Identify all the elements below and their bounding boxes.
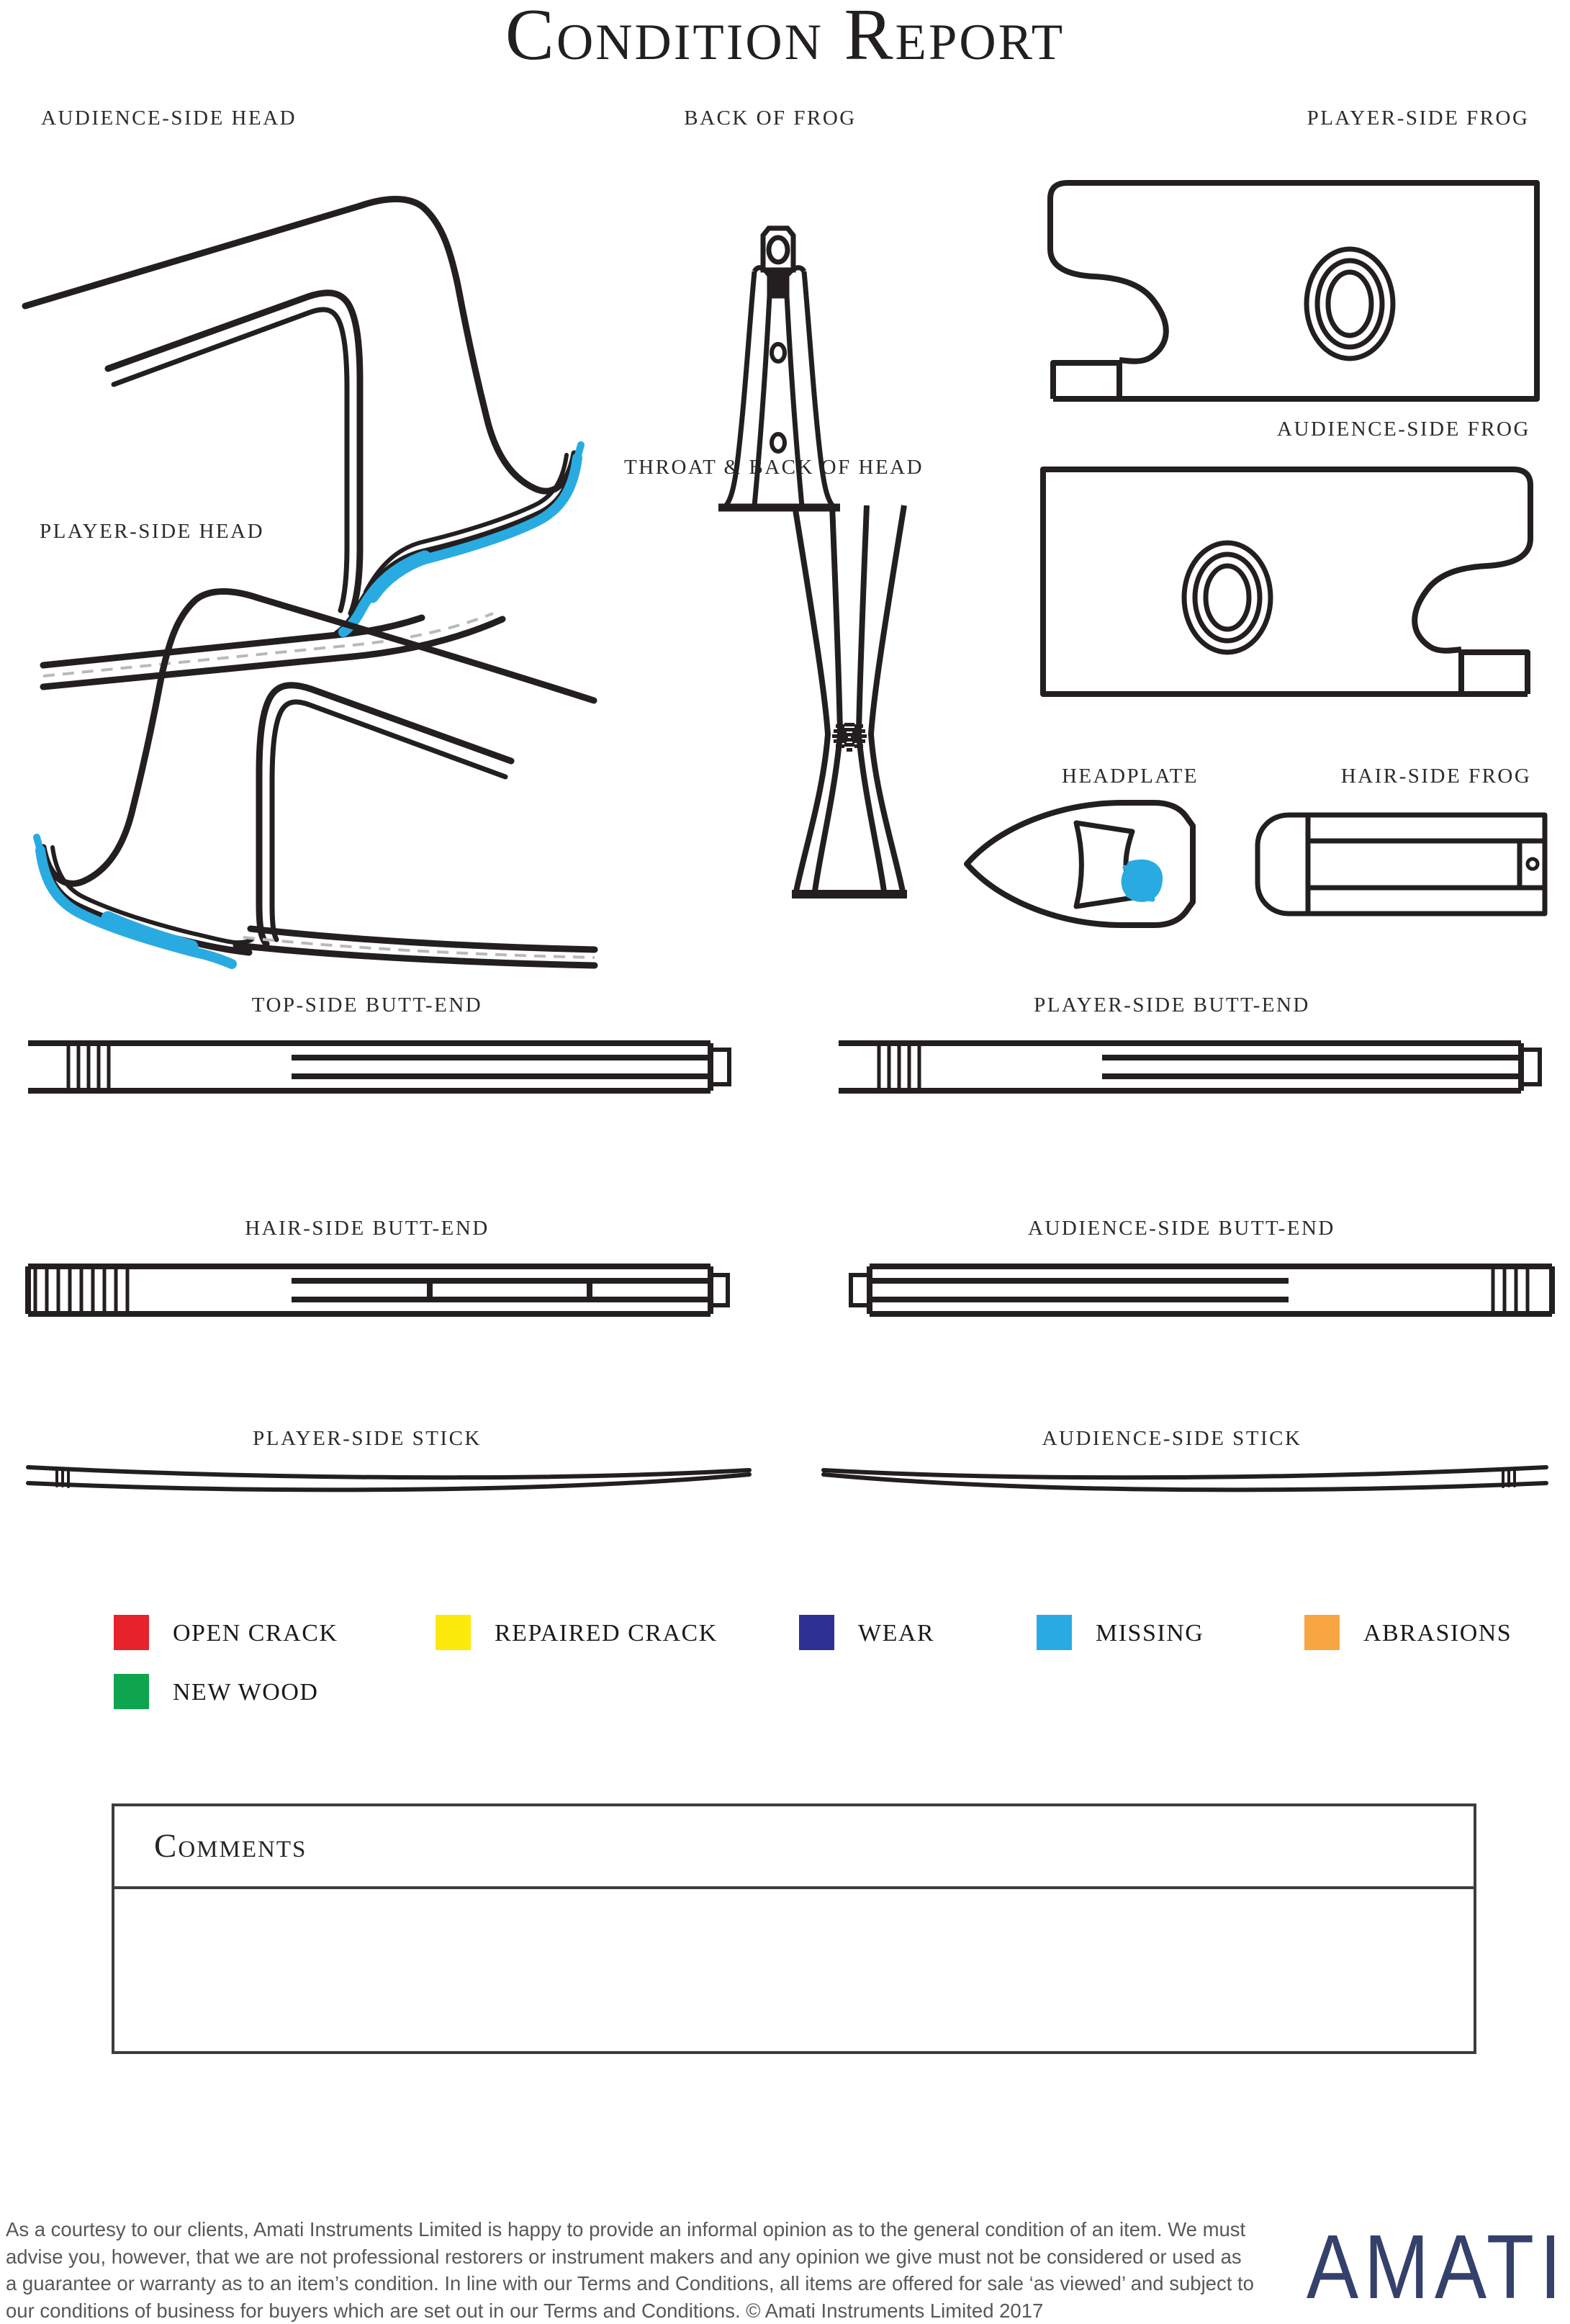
player-side-stick-diagram	[25, 1461, 752, 1497]
label-audience-side-frog: AUDIENCE-SIDE FROG	[1267, 418, 1540, 441]
label-headplate: HEADPLATE	[1029, 765, 1231, 788]
footer-line: As a courtesy to our clients, Amati Instruments Limited is happy to provide an informal opinion as to the general condition of an item. We must	[6, 2216, 1294, 2243]
legend-swatch-missing	[1037, 1615, 1072, 1650]
label-top-side-butt-end: TOP-SIDE BUTT-END	[223, 994, 511, 1017]
comments-divider	[114, 1886, 1474, 1889]
legend-label-open-crack: OPEN CRACK	[173, 1620, 338, 1647]
legend-label-wear: WEAR	[858, 1620, 934, 1647]
hair-side-frog-diagram	[1250, 812, 1548, 916]
legend-swatch-new-wood	[114, 1674, 149, 1709]
legend-swatch-wear	[799, 1615, 834, 1650]
audience-side-frog-diagram	[1039, 467, 1533, 697]
comments-box	[112, 1803, 1476, 2054]
legend-label-repaired-crack: REPAIRED CRACK	[495, 1620, 718, 1647]
throat-back-of-head-diagram	[790, 504, 908, 898]
page-title: Condition Report	[0, 0, 1570, 77]
legend-label-new-wood: NEW WOOD	[173, 1679, 318, 1706]
top-side-butt-end-diagram	[27, 1040, 746, 1094]
lapping-hatch-marks	[832, 723, 867, 752]
label-audience-side-head: AUDIENCE-SIDE HEAD	[41, 107, 297, 130]
label-audience-side-butt-end: AUDIENCE-SIDE BUTT-END	[1028, 1217, 1316, 1240]
label-player-side-head: PLAYER-SIDE HEAD	[40, 520, 264, 544]
audience-side-butt-end-diagram	[828, 1264, 1555, 1317]
comments-field[interactable]	[129, 1900, 1459, 2044]
amati-logo: AMATI	[1307, 2215, 1567, 2319]
player-side-head-diagram	[22, 536, 597, 968]
legend-swatch-open-crack	[114, 1615, 149, 1650]
label-hair-side-butt-end: HAIR-SIDE BUTT-END	[223, 1217, 511, 1240]
player-side-butt-end-diagram	[837, 1040, 1557, 1094]
legend-label-abrasions: ABRASIONS	[1363, 1620, 1512, 1647]
headplate-diagram	[961, 796, 1202, 932]
back-of-frog-diagram	[713, 191, 846, 515]
label-player-side-butt-end: PLAYER-SIDE BUTT-END	[1028, 994, 1316, 1017]
legend-swatch-abrasions	[1304, 1615, 1340, 1650]
audience-side-stick-diagram	[819, 1461, 1550, 1497]
label-player-side-stick: PLAYER-SIDE STICK	[223, 1427, 511, 1451]
footer-disclaimer	[6, 2216, 1294, 2324]
footer-line: advise you, however, that we are not professional restorers or instrument makers and any opinion we give must not be considered or used as	[6, 2243, 1294, 2271]
label-audience-side-stick: AUDIENCE-SIDE STICK	[1028, 1427, 1316, 1451]
player-side-frog-diagram	[1047, 180, 1540, 403]
comments-heading: Comments	[154, 1827, 307, 1865]
label-back-of-frog: BACK OF FROG	[641, 107, 900, 130]
label-throat-back-of-head: THROAT & BACK OF HEAD	[619, 456, 929, 479]
legend-swatch-repaired-crack	[436, 1615, 471, 1650]
missing-highlight	[1122, 860, 1163, 902]
footer-line: our conditions of business for buyers which are set out in our Terms and Conditions. © Amati Instruments Limited 2017	[6, 2297, 1294, 2324]
hair-side-butt-end-diagram	[27, 1264, 746, 1317]
label-hair-side-frog: HAIR-SIDE FROG	[1321, 765, 1551, 788]
legend-label-missing: MISSING	[1096, 1620, 1204, 1647]
footer-line: a guarantee or warranty as to an item’s condition. In line with our Terms and Conditions, all items are offered for sale ‘as viewed’ and subject to	[6, 2270, 1294, 2297]
label-player-side-frog: PLAYER-SIDE FROG	[1289, 107, 1548, 130]
